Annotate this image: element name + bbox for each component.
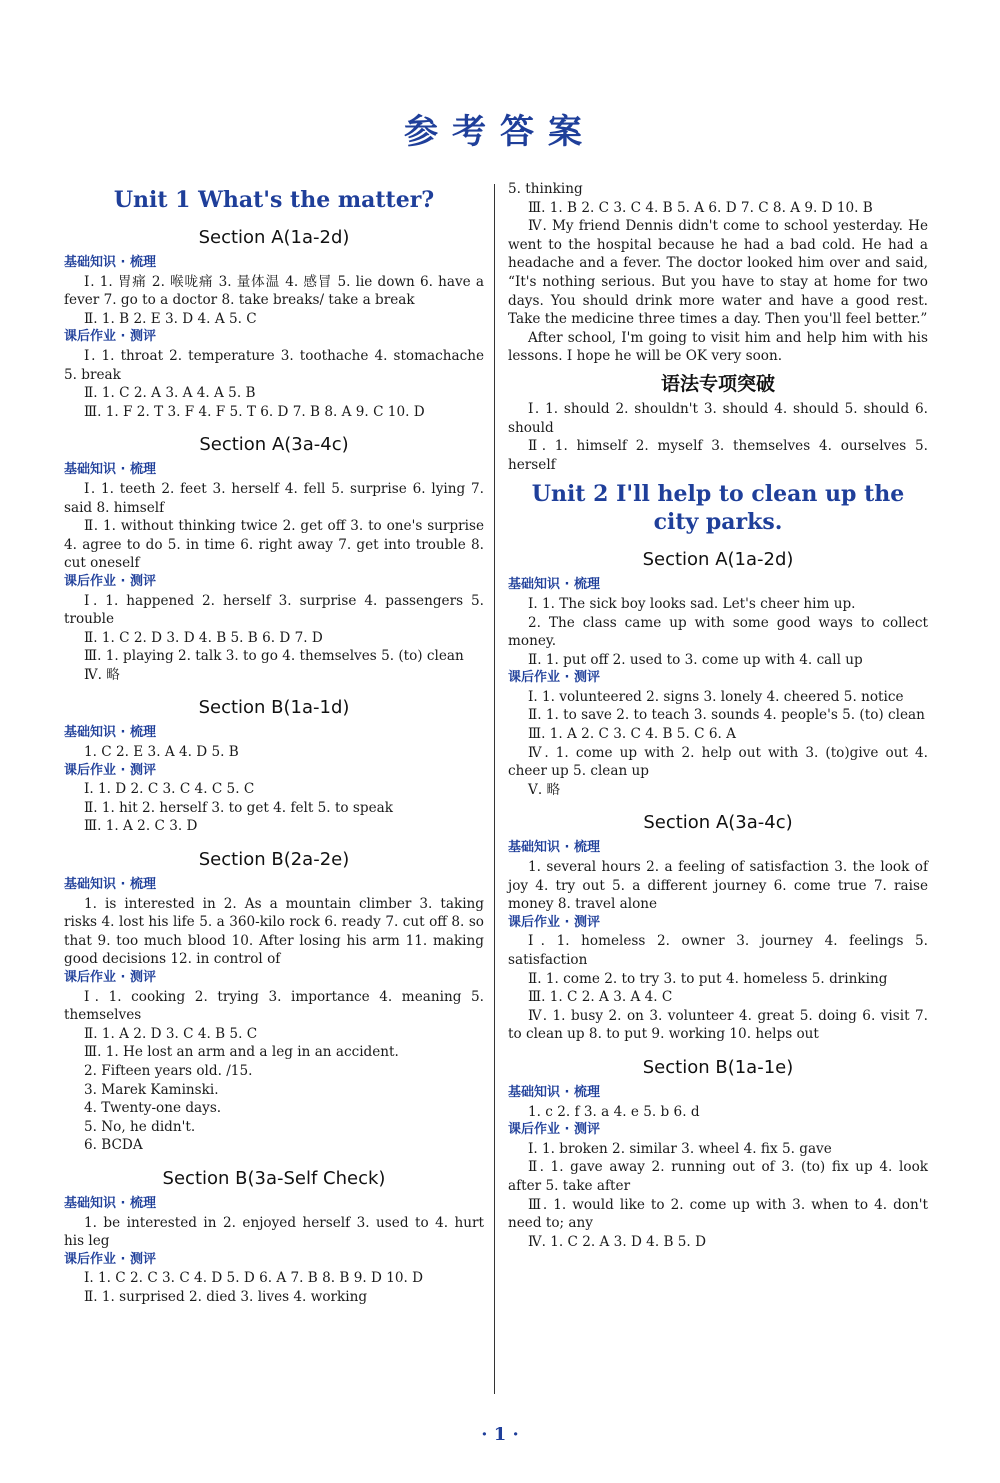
subsection-label: 课后作业 · 测评 bbox=[508, 670, 600, 686]
page-title: 参考答案 bbox=[404, 112, 596, 152]
section-title: Section B(2a-2e) bbox=[198, 849, 350, 871]
subsection-label: 课后作业 · 测评 bbox=[64, 762, 156, 778]
subsection-label: 课后作业 · 测评 bbox=[508, 1122, 600, 1138]
subsection-label: 基础知识 · 梳理 bbox=[64, 877, 156, 893]
section-title: Section A(1a-2d) bbox=[198, 227, 350, 248]
answer-line: Ⅳ. 1. come up with 2. help out with 3. (to)give out 4. cheer up 5. clean up bbox=[508, 744, 928, 780]
answer-line: Ⅰ. 1. volunteered 2. signs 3. lonely 4. cheered 5. notice bbox=[528, 688, 904, 705]
answer-line: Ⅱ. 1. hit 2. herself 3. to get 4. felt 5. to speak bbox=[84, 799, 393, 816]
right-column bbox=[508, 180, 928, 1251]
subsection-label: 课后作业 · 测评 bbox=[64, 970, 156, 985]
subsection-label: 基础知识 · 梳理 bbox=[508, 577, 600, 593]
answer-line: Ⅱ. 1. himself 2. myself 3. themselves 4. ourselves 5. herself bbox=[508, 438, 928, 473]
answer-line: Ⅰ. 1. throat 2. temperature 3. toothache 4. stomachache 5. break bbox=[64, 347, 484, 383]
subsection-label: 基础知识 · 梳理 bbox=[64, 1195, 156, 1211]
answer-line: Ⅲ. 1. would like to 2. come up with 3. when to 4. don't need to; any bbox=[508, 1196, 928, 1232]
subsection-label: 基础知识 · 梳理 bbox=[508, 840, 600, 856]
answer-line: Ⅲ. 1. playing 2. talk 3. to go 4. themselves 5. (to) clean bbox=[84, 648, 464, 665]
subsection-label: 基础知识 · 梳理 bbox=[64, 462, 156, 478]
answer-line: Ⅰ. 1. D 2. C 3. C 4. C 5. C bbox=[84, 781, 255, 798]
section-title: Section A(3a-4c) bbox=[643, 812, 793, 834]
answer-line: Ⅲ. 1. B 2. C 3. C 4. B 5. A 6. D 7. C 8. A 9. D 10. B bbox=[528, 199, 873, 216]
answer-line: Ⅰ. 1. cooking 2. trying 3. importance 4. meaning 5. themselves bbox=[64, 988, 484, 1024]
answer-line: Ⅱ. 1. gave away 2. running out of 3. (to) fix up 4. look after 5. take after bbox=[508, 1159, 928, 1194]
answer-line: 4. Twenty-one days. bbox=[84, 1100, 222, 1117]
answer-line: Ⅰ. 1. C 2. C 3. C 4. D 5. D 6. A 7. B 8. B 9. D 10. D bbox=[84, 1270, 424, 1287]
answer-line: Ⅰ. 1. 胃痛 2. 喉咙痛 3. 量体温 4. 感冒 5. lie down 6. have a fever 7. go to a doctor 8. take breaks/ take a break bbox=[64, 273, 484, 309]
section-title: Section B(1a-1d) bbox=[198, 697, 350, 719]
answer-line: 2. The class came up with some good ways to collect money. bbox=[508, 614, 928, 650]
section-title: Section B(1a-1e) bbox=[642, 1056, 794, 1078]
answer-line: Ⅱ. 1. C 2. D 3. D 4. B 5. B 6. D 7. D bbox=[84, 629, 323, 646]
answer-line: Ⅰ. 1. broken 2. similar 3. wheel 4. fix 5. gave bbox=[528, 1140, 832, 1157]
section-title: Section B(3a-Self Check) bbox=[162, 1167, 386, 1189]
subsection-label: 课后作业 · 测评 bbox=[64, 329, 156, 345]
left-column bbox=[64, 180, 484, 1307]
answer-line: Ⅰ. 1. should 2. shouldn't 3. should 4. should 5. should 6. should bbox=[508, 400, 928, 436]
answer-line: Ⅳ. 1. C 2. A 3. D 4. B 5. D bbox=[528, 1233, 706, 1250]
answer-line: Ⅳ. 1. busy 2. on 3. volunteer 4. great 5. doing 6. visit 7. to clean up 8. to put 9. working 10. helps out bbox=[508, 1007, 928, 1043]
answer-line: 5. No, he didn't. bbox=[84, 1118, 196, 1135]
answer-line: 5. thinking bbox=[508, 181, 583, 197]
answer-line: Ⅲ. 1. F 2. T 3. F 4. F 5. T 6. D 7. B 8. A 9. C 10. D bbox=[84, 403, 425, 420]
answer-line: Ⅱ. 1. to save 2. to teach 3. sounds 4. people's 5. (to) clean bbox=[528, 707, 925, 724]
answer-line: 1. c 2. f 3. a 4. e 5. b 6. d bbox=[528, 1103, 700, 1120]
section-title: Section A(3a-4c) bbox=[199, 434, 349, 456]
grammar-section-title: 语法专项突破 bbox=[660, 372, 775, 395]
page-number: · 1 · bbox=[481, 1424, 519, 1445]
subsection-label: 基础知识 · 梳理 bbox=[64, 725, 156, 741]
answer-line: Ⅲ. 1. He lost an arm and a leg in an accident. bbox=[84, 1044, 399, 1061]
answer-line: 6. BCDA bbox=[84, 1137, 143, 1154]
unit-title: Unit 2 I'll help to clean up the city parks. bbox=[531, 481, 905, 536]
answer-line: 1. C 2. E 3. A 4. D 5. B bbox=[84, 744, 239, 761]
answer-line: Ⅳ. 略 bbox=[84, 666, 120, 683]
answer-line: Ⅰ. 1. The sick boy looks sad. Let's cheer him up. bbox=[528, 595, 856, 612]
answer-line: Ⅰ. 1. teeth 2. feet 3. herself 4. fell 5. surprise 6. lying 7. said 8. himself bbox=[64, 480, 484, 516]
answer-line: 1. is interested in 2. As a mountain climber 3. taking risks 4. lost his life 5. a 360-kilo rock 6. ready 7. cut off 8. so that 9. too much blood 10. After losing his arm 11. making good decisions 12. in control of bbox=[64, 895, 484, 968]
answer-line: Ⅲ. 1. C 2. A 3. A 4. C bbox=[528, 989, 673, 1006]
answer-line: Ⅰ. 1. happened 2. herself 3. surprise 4. passengers 5. trouble bbox=[64, 592, 484, 628]
answer-line: Ⅴ. 略 bbox=[528, 781, 561, 798]
answer-line: Ⅲ. 1. A 2. C 3. C 4. B 5. C 6. A bbox=[528, 726, 736, 743]
answer-line: 1. several hours 2. a feeling of satisfaction 3. the look of joy 4. try out 5. a different journey 6. come true 7. raise money 8. travel alone bbox=[508, 859, 928, 913]
answer-line: Ⅱ. 1. B 2. E 3. D 4. A 5. C bbox=[84, 310, 257, 327]
answer-line: Ⅱ. 1. C 2. A 3. A 4. A 5. B bbox=[84, 385, 256, 402]
answer-line: Ⅳ. My friend Dennis didn't come to school yesterday. He went to the hospital because he had a bad cold. He had a headache and a fever. The doctor looked him over and said, “It's nothing serious. But you have to stay at home for two days. You should drink more water and have a good rest. Take the medicine three times a day. Then you'll feel better.” bbox=[508, 218, 928, 328]
answer-line: Ⅰ. 1. homeless 2. owner 3. journey 4. feelings 5. satisfaction bbox=[508, 933, 928, 968]
subsection-label: 基础知识 · 梳理 bbox=[64, 255, 156, 270]
answer-line: Ⅱ. 1. surprised 2. died 3. lives 4. working bbox=[84, 1288, 368, 1305]
subsection-label: 课后作业 · 测评 bbox=[64, 1251, 156, 1267]
answer-line: 3. Marek Kaminski. bbox=[84, 1081, 219, 1098]
answer-line: Ⅱ. 1. come 2. to try 3. to put 4. homeless 5. drinking bbox=[528, 970, 888, 987]
section-title: Section A(1a-2d) bbox=[642, 549, 794, 571]
answer-line: Ⅱ. 1. put off 2. used to 3. come up with 4. call up bbox=[528, 651, 863, 668]
subsection-label: 课后作业 · 测评 bbox=[64, 573, 156, 589]
answer-line: 1. be interested in 2. enjoyed herself 3. used to 4. hurt his leg bbox=[64, 1214, 484, 1250]
subsection-label: 基础知识 · 梳理 bbox=[508, 1084, 600, 1100]
answer-line: 2. Fifteen years old. /15. bbox=[84, 1062, 253, 1079]
subsection-label: 课后作业 · 测评 bbox=[508, 914, 600, 930]
answer-line: Ⅱ. 1. A 2. D 3. C 4. B 5. C bbox=[84, 1025, 258, 1042]
answer-line: After school, I'm going to visit him and help him with his lessons. I hope he will be OK very soon. bbox=[508, 329, 928, 365]
answer-line: Ⅱ. 1. without thinking twice 2. get off 3. to one's surprise 4. agree to do 5. in time 6. right away 7. get into trouble 8. cut oneself bbox=[64, 518, 484, 572]
column-divider bbox=[494, 184, 495, 1394]
answer-line: Ⅲ. 1. A 2. C 3. D bbox=[84, 818, 198, 835]
unit-title: Unit 1 What's the matter? bbox=[113, 187, 435, 213]
